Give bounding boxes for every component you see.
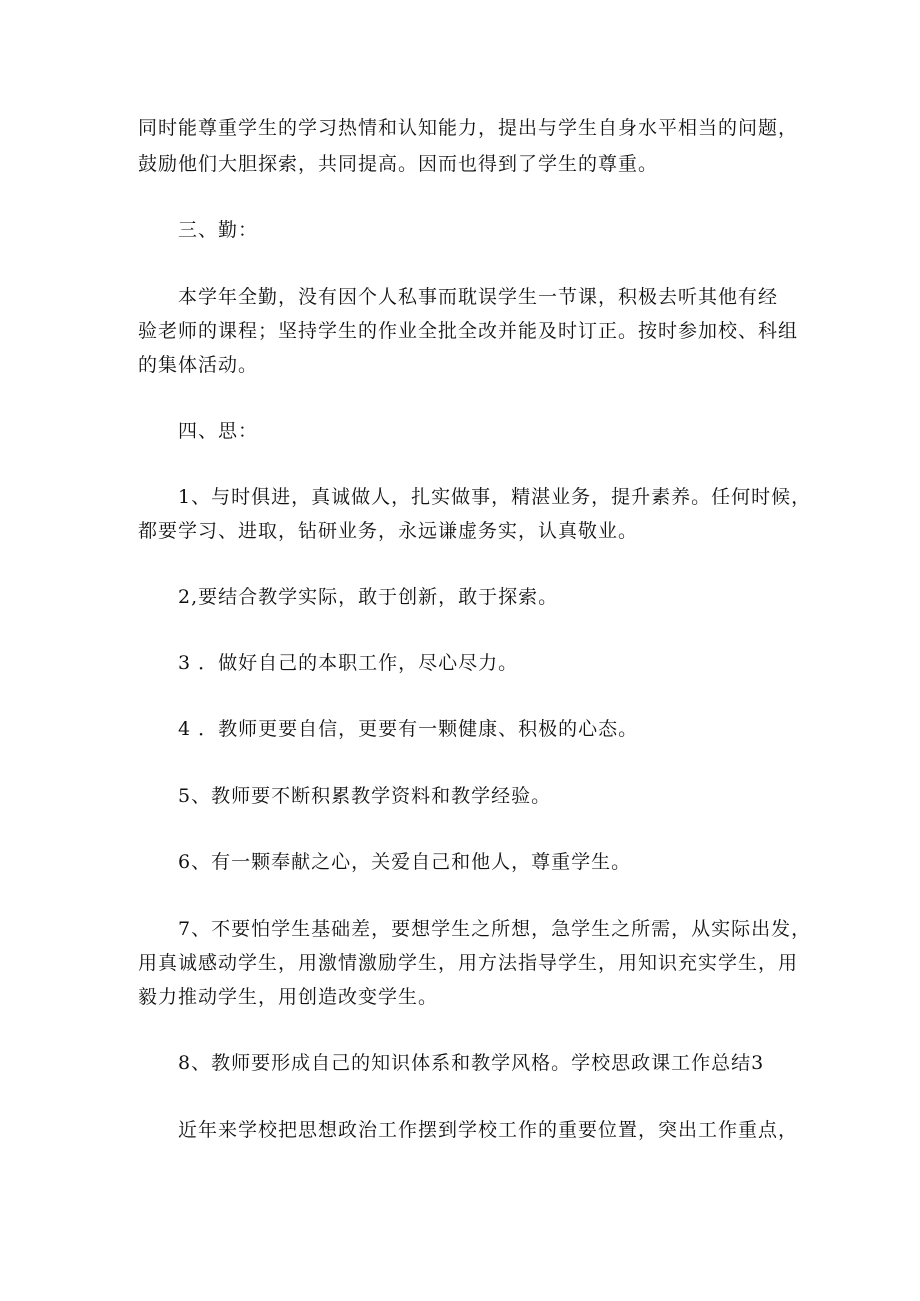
list-item: 2,要结合教学实际，敢于创新，敢于探索。	[178, 586, 559, 608]
list-item: 6、有一颗奉献之心，关爱自己和他人，尊重学生。	[178, 851, 632, 873]
list-item-continuation: 用真诚感动学生，用激情激励学生，用方法指导学生，用知识充实学生，用	[138, 952, 799, 974]
paragraph-line: 的集体活动。	[138, 354, 259, 376]
list-item-continuation: 毅力推动学生，用创造改变学生。	[138, 986, 439, 1008]
paragraph-line: 本学年全勤，没有因个人私事而耽误学生一节课，积极去听其他有经	[178, 286, 779, 308]
list-item: 8、教师要形成自己的知识体系和教学风格。学校思政课工作总结3	[178, 1052, 765, 1074]
paragraph-line: 同时能尊重学生的学习热情和认知能力，提出与学生自身水平相当的问题，	[138, 117, 799, 139]
list-item: 5、教师要不断积累教学资料和教学经验。	[178, 785, 552, 807]
list-item-continuation: 都要学习、进取，钻研业务，永远谦虚务实，认真敬业。	[138, 520, 639, 542]
paragraph-line: 鼓励他们大胆探索，共同提高。因而也得到了学生的尊重。	[138, 153, 659, 175]
list-item: 7、不要怕学生基础差，要想学生之所想，急学生之所需，从实际出发，	[178, 918, 812, 940]
section-heading: 三、勤：	[178, 219, 259, 241]
list-item: 1、与时俱进，真诚做人，扎实做事，精湛业务，提升素养。任何时候，	[178, 486, 812, 508]
paragraph-line: 近年来学校把思想政治工作摆到学校工作的重要位置，突出工作重点，	[178, 1119, 799, 1141]
list-item: 4 ．教师更要自信，更要有一颗健康、积极的心态。	[178, 718, 639, 740]
paragraph-line: 验老师的课程；坚持学生的作业全批全改并能及时订正。按时参加校、科组	[138, 320, 799, 342]
section-heading: 四、思：	[178, 420, 259, 442]
list-item: 3 ．做好自己的本职工作，尽心尽力。	[178, 652, 519, 674]
